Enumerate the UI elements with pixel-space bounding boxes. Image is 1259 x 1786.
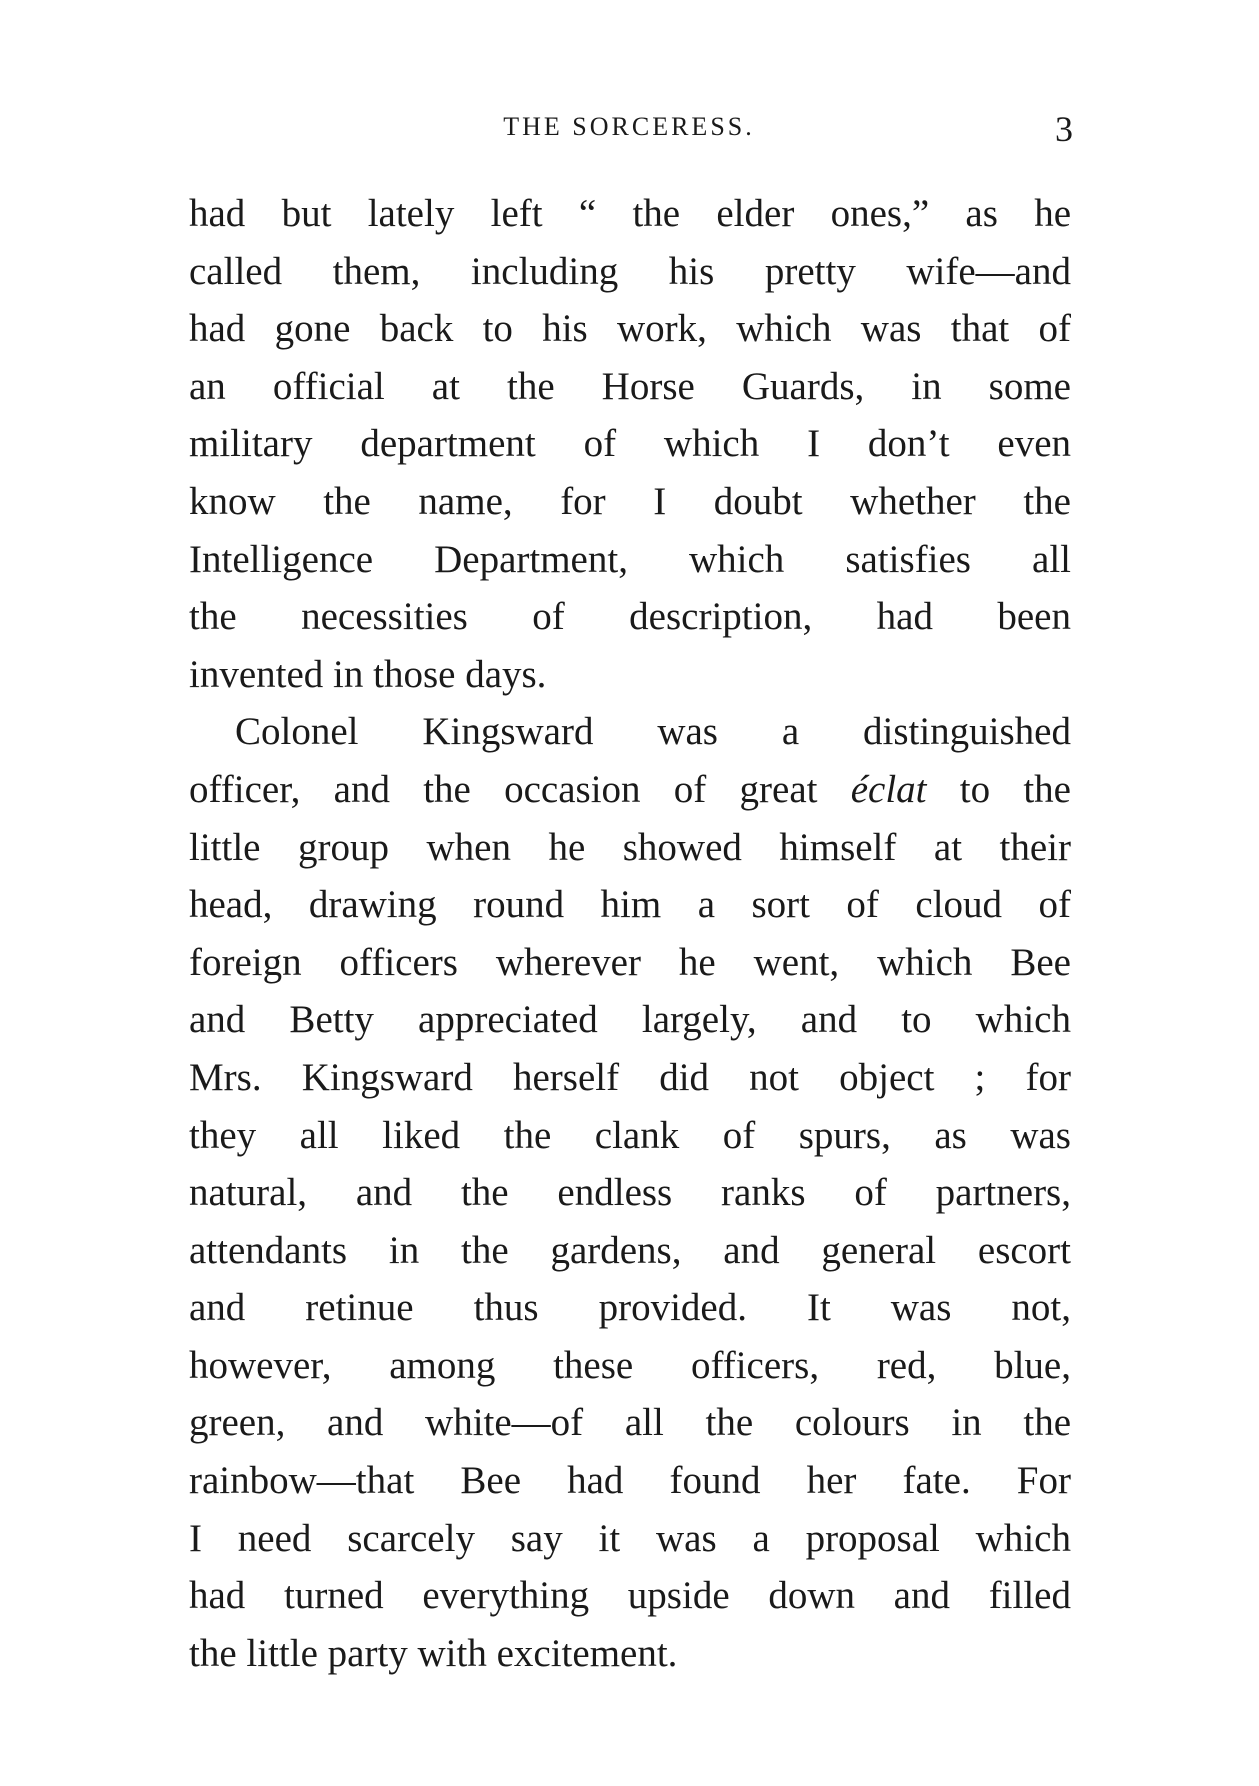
text-line: had turned everything upside down and filled bbox=[189, 1574, 1071, 1618]
text-line: and retinue thus provided. It was not, bbox=[189, 1286, 1071, 1330]
italic-word: éclat bbox=[850, 767, 927, 811]
running-title: THE SORCERESS. bbox=[503, 112, 755, 141]
text-line: military department of which I don’t even bbox=[189, 422, 1071, 466]
text-line: however, among these officers, red, blue, bbox=[189, 1343, 1071, 1387]
text-line: they all liked the clank of spurs, as was bbox=[189, 1113, 1071, 1157]
text-line: had but lately left “ the elder ones,” as he bbox=[189, 192, 1071, 235]
text-line: Colonel Kingsward was a distinguished bbox=[235, 710, 1071, 754]
text-segment: to the bbox=[926, 767, 1071, 811]
body-text bbox=[189, 185, 1071, 1682]
text-line: Mrs. Kingsward herself did not object ; for bbox=[189, 1055, 1071, 1099]
page-number: 3 bbox=[1055, 109, 1073, 149]
text-line: an official at the Horse Guards, in some bbox=[189, 364, 1071, 408]
text-line-with-italic bbox=[189, 761, 1071, 819]
text-line: I need scarcely say it was a proposal which bbox=[189, 1516, 1071, 1560]
paragraph-1 bbox=[189, 185, 1071, 703]
text-line: little group when he showed himself at their bbox=[189, 825, 1071, 869]
text-line: the necessities of description, had been bbox=[189, 595, 1071, 639]
text-line: rainbow—that Bee had found her fate. For bbox=[189, 1459, 1071, 1503]
text-line: invented in those days. bbox=[189, 652, 547, 696]
running-head bbox=[189, 108, 1073, 158]
text-line: attendants in the gardens, and general escort bbox=[189, 1228, 1071, 1272]
paragraph-2 bbox=[189, 703, 1071, 1682]
text-line: the little party with excitement. bbox=[189, 1631, 678, 1675]
text-line: head, drawing round him a sort of cloud of bbox=[189, 883, 1071, 927]
text-line: and Betty appreciated largely, and to which bbox=[189, 998, 1071, 1042]
text-line: foreign officers wherever he went, which Bee bbox=[189, 940, 1071, 984]
text-line: had gone back to his work, which was that of bbox=[189, 307, 1071, 351]
text-line: Intelligence Department, which satisfies all bbox=[189, 537, 1071, 581]
text-line: know the name, for I doubt whether the bbox=[189, 479, 1071, 523]
text-line: called them, including his pretty wife—and bbox=[189, 249, 1071, 293]
text-line: green, and white—of all the colours in the bbox=[189, 1401, 1071, 1445]
text-line: natural, and the endless ranks of partners, bbox=[189, 1171, 1071, 1215]
text-segment: officer, and the occasion of great bbox=[189, 767, 851, 811]
